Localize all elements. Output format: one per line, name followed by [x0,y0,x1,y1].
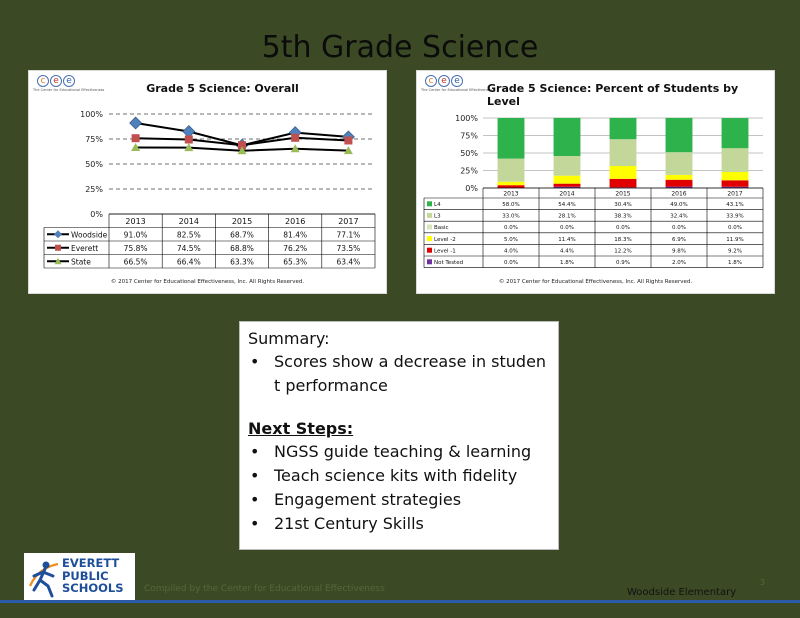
bar-segment [610,118,637,139]
bar-segment [554,184,581,187]
bar-segment [610,139,637,166]
data-label: 4.4% [560,248,574,255]
data-label: 0.0% [672,225,686,232]
bar-segment [610,179,637,188]
chart-title: Grade 5 Science: Percent of Students by Level [487,82,739,108]
legend-swatch [427,225,432,230]
data-label: 33.0% [502,213,520,220]
data-label: 66.4% [176,257,201,267]
legend-swatch [427,248,432,253]
y-tick-label: 25% [85,185,103,194]
next-step-item [248,440,550,464]
summary-heading: Summary: [248,329,330,348]
x-tick-label: 2015 [615,190,631,198]
bar-segment [498,118,525,159]
next-step-text: Teach science kits with fidelity [274,466,518,485]
data-label: 0.9% [616,260,630,266]
data-label: 9.2% [728,248,742,255]
data-label: 30.4% [614,202,632,208]
legend-label: L4 [434,202,441,208]
data-label: 65.3% [283,257,308,267]
data-label: 58.0% [502,202,520,208]
y-tick-label: 75% [460,131,478,141]
data-label: 2.0% [672,260,686,266]
bar-segment [610,166,637,179]
x-tick-label: 2016 [285,217,306,226]
school-name: Woodside Elementary [627,587,737,598]
logo-letter-c: c [425,75,437,87]
bar-segment [554,156,581,176]
data-label: 91.0% [123,230,148,240]
data-label: 75.8% [123,243,148,253]
x-tick-label: 2015 [231,217,253,226]
bar-segment [666,180,693,187]
legend-label: Level -2 [434,236,456,243]
next-step-text: Engagement strategies [274,490,462,509]
legend-swatch [427,213,432,218]
x-tick-label: 2016 [671,190,687,198]
legend-swatch [427,236,432,241]
legend-marker [55,245,61,251]
data-label: 63.3% [230,257,254,267]
y-tick-label: 0% [465,184,478,193]
bar-segment [554,118,581,156]
next-step-text: NGSS guide teaching & learning [274,442,532,461]
data-label: 54.4% [558,202,576,208]
data-label: 6.9% [672,236,686,243]
slide-title: 5th Grade Science [261,30,539,65]
page-number: 3 [760,578,766,587]
data-label: 11.4% [558,236,576,243]
data-label: 76.2% [283,243,308,253]
bullet-symbol: • [250,442,260,461]
data-label: 0.0% [504,260,518,266]
bar-segment [554,176,581,184]
data-label: 73.5% [336,243,361,253]
next-steps-list [248,440,550,536]
data-label: 81.4% [283,230,308,240]
data-label: 49.0% [670,202,688,208]
bar-segment [666,152,693,175]
level-chart-panel [416,70,775,294]
logo-letter-e2: e [63,75,75,87]
legend-label: Not Tested [434,260,464,266]
x-tick-label: 2013 [503,190,519,198]
legend-label: Basic [434,225,449,232]
chart-title: Grade 5 Science: Overall [146,82,299,95]
bullet-symbol: • [250,490,260,509]
logo-letter-c: c [37,75,49,87]
summary-box [239,321,559,550]
data-label: 38.3% [614,213,632,220]
legend-swatch [427,259,432,264]
bullet-symbol: • [250,352,260,371]
data-label: 77.1% [336,230,361,240]
data-label: 0.0% [616,225,630,232]
copyright-note: © 2017 Center for Educational Effectiveness, Inc. All Rights Reserved. [110,279,305,285]
logo-tagline: The Center for Educational Effectiveness [421,88,493,92]
legend-label: Level -1 [434,248,456,255]
bar-segment [498,185,525,188]
copyright-note: © 2017 Center for Educational Effectiveness, Inc. All Rights Reserved. [498,279,693,285]
logo-letter-e2: e [451,75,463,87]
x-tick-label: 2017 [727,190,743,198]
x-tick-label: 2014 [178,217,199,226]
data-label: 43.1% [726,202,744,208]
legend-label: L3 [434,213,441,220]
legend-label: Woodside [71,230,108,240]
logo-letter-e1: e [438,75,450,87]
level-stacked-bar-chart [417,71,776,281]
data-label: 1.8% [728,260,742,266]
summary-bullet [248,350,550,398]
bar-segment [722,180,749,186]
y-tick-label: 100% [455,114,478,123]
data-label: 32.4% [670,213,688,220]
data-point [344,137,352,145]
data-label: 11.9% [726,236,744,243]
y-tick-label: 0% [90,210,103,219]
next-step-text: 21st Century Skills [274,514,424,533]
data-label: 12.2% [614,248,632,255]
x-tick-label: 2017 [338,217,359,226]
everett-public-schools-logo [24,553,135,601]
next-steps-heading: Next Steps: [248,419,354,438]
overall-chart-panel [28,70,387,294]
district-name-line2: PUBLIC [62,568,109,583]
legend-label: Everett [71,243,99,253]
data-label: 63.4% [336,257,361,267]
bar-segment [498,182,525,186]
data-label: 0.0% [728,225,742,232]
bar-segment [722,118,749,148]
data-point [291,134,299,142]
bar-segment [722,148,749,172]
y-tick-label: 25% [460,166,478,176]
y-tick-label: 75% [85,135,103,144]
data-label: 33.9% [726,213,744,220]
data-point [130,117,142,129]
next-step-item [248,512,550,536]
legend-swatch [427,201,432,206]
data-label: 5.0% [504,236,518,243]
data-label: 28.1% [558,213,576,220]
data-label: 82.5% [176,230,201,240]
data-point [132,134,140,142]
runner-figure-icon [28,556,60,598]
compiled-by-note: Compiled by the Center for Educational Effectiveness [144,584,385,594]
bullet-symbol: • [250,466,260,485]
overall-line-chart [29,71,388,271]
next-step-item [248,464,550,488]
data-label: 68.8% [230,243,254,253]
legend-marker [54,230,62,238]
data-label: 1.8% [560,260,574,266]
data-label: 18.3% [614,236,632,243]
bullet-symbol: • [250,514,260,533]
next-step-item [248,488,550,512]
footer-rule [0,600,800,603]
logo-letter-e1: e [50,75,62,87]
y-tick-label: 50% [85,160,103,169]
bullet-text: Scores show a decrease in studen t performance [274,352,547,395]
bar-segment [722,172,749,180]
logo-tagline: The Center for Educational Effectiveness [33,88,105,92]
summary-list [248,350,550,398]
x-tick-label: 2013 [125,217,146,226]
bar-segment [666,118,693,152]
bar-segment [498,159,525,182]
bar-segment [666,175,693,180]
data-label: 68.7% [230,230,254,240]
y-tick-label: 50% [460,149,478,158]
legend-label: State [71,257,91,267]
data-label: 74.5% [176,243,201,253]
data-label: 4.0% [504,248,518,255]
district-name-line3: SCHOOLS [62,581,124,595]
data-point [185,136,193,144]
data-label: 0.0% [504,225,518,232]
y-tick-label: 100% [80,110,103,119]
data-label: 9.8% [672,248,686,255]
x-tick-label: 2014 [559,190,575,198]
data-label: 0.0% [560,225,574,232]
district-name-line1: EVERETT [62,556,120,570]
data-label: 66.5% [123,257,148,267]
